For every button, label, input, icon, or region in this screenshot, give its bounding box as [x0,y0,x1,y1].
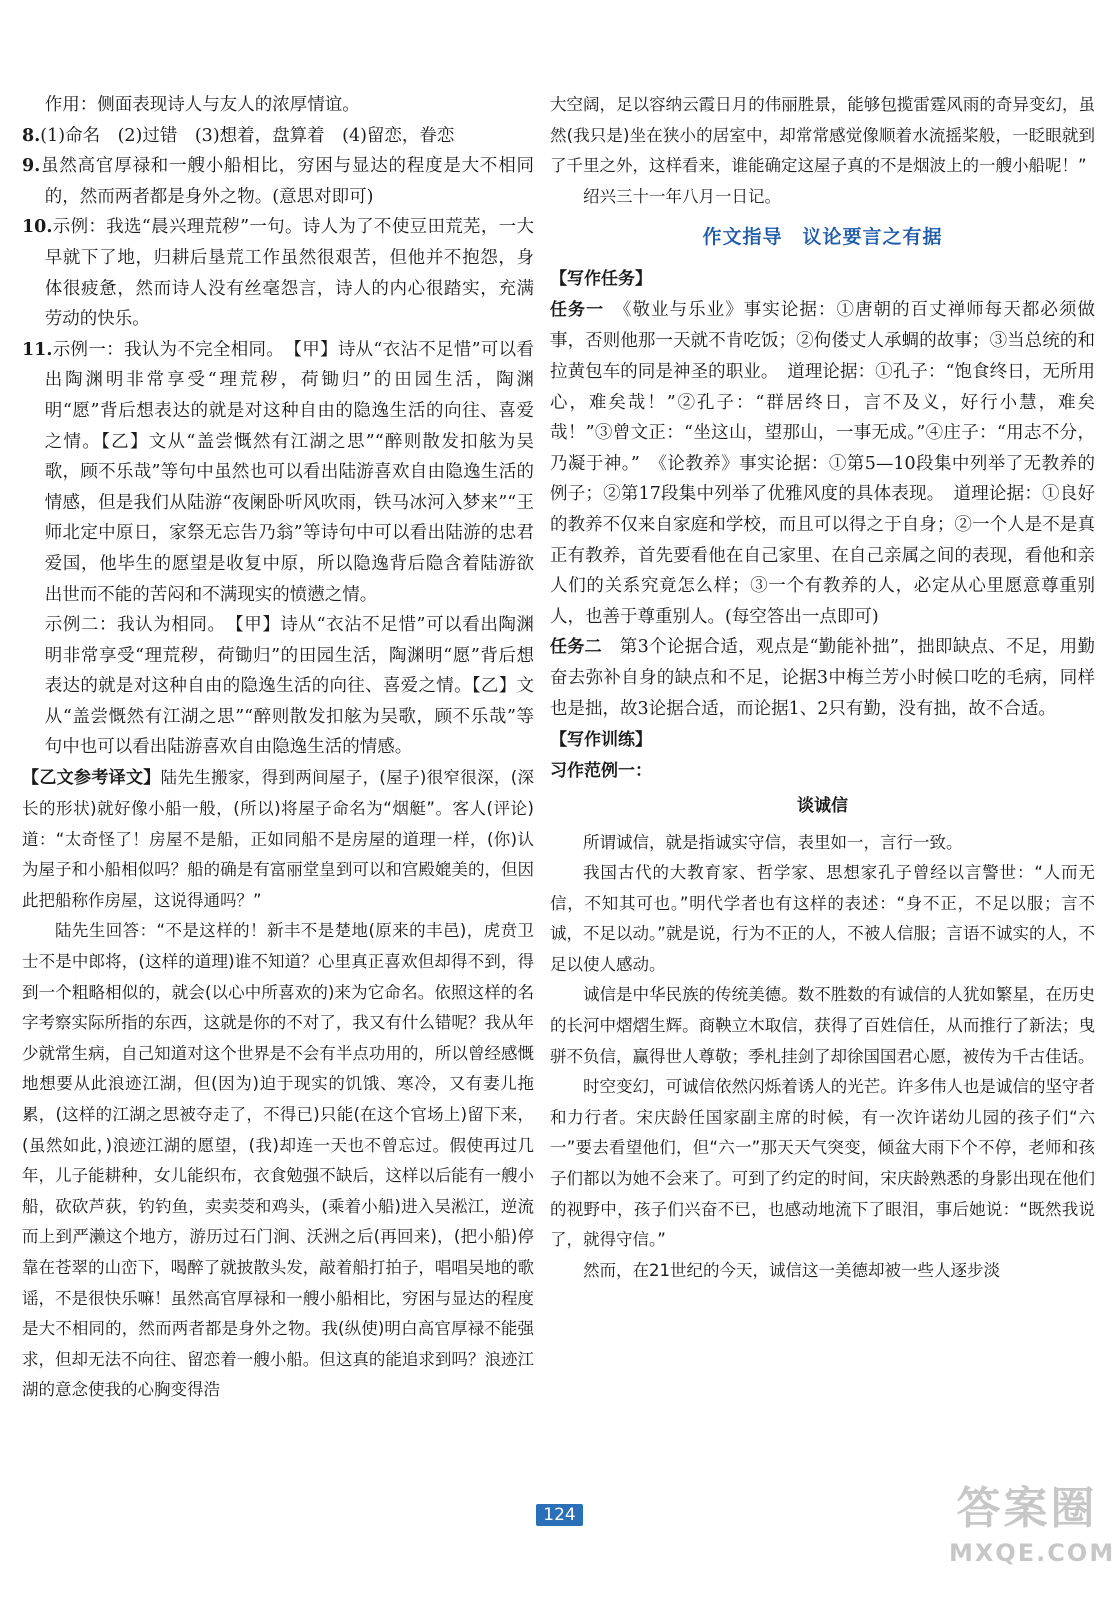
task-1-text: 《敬业与乐业》事实论据：①唐朝的百丈禅师每天都必须做事，否则他那一天就不肯吃饭；②佝偻丈人承蜩的故事；③当总统的和拉黄包车的同是神圣的职业。 道理论据：①孔子：“饱食终日，无所用心，难矣哉！”②孔子：“群居终日，言不及义，好行小慧，难矣哉！”③曾文正：“坐这山，望那山，一事无成。”④庄子：“用志不分，乃凝于神。” 《论教养》事实论据：①第5—10段集中列举了无教养的例子；②第17段集中列举了优雅风度的具体表现。 道理论据：①良好的教养不仅来自家庭和学校，而且可以得之于自身；②一个人是不是真正有教养，首先要看他在自己家里、在自己亲属之间的表现，看他和亲人们的关系究竟怎么样；③一个有教养的人，必定从心里愿意尊重别人，也善于尊重别人。(每空答出一点即可) [550,300,1096,627]
site-watermark [949,1482,1116,1592]
essay-paragraph: 所谓诚信，就是指诚实守信，表里如一，言行一致。 [583,832,963,852]
task-2-text: 第3个论据合适，观点是“勤能补拙”，拙即缺点、不足，用勤奋去弥补自身的缺点和不足，论据3中梅兰芳小时候口吃的毛病，同样也是拙，故3论据合适，而论据1、2只有勤，没有拙，故不合适。 [550,637,1096,719]
item-number: 9. [22,156,41,177]
translation-paragraph [22,763,534,916]
essay-paragraph: 诚信是中华民族的传统美德。数不胜数的有诚信的人犹如繁星，在历史的长河中熠熠生辉。商鞅立木取信，获得了百姓信任，从而推行了新法；曳骈不负信，赢得世人尊敬；季札挂剑了却徐国国君心愿，被传为千古佳话。 [550,985,1095,1066]
answer-9 [22,151,534,212]
writing-training-heading: 【写作训练】 [550,729,652,750]
translation-text: 陆先生搬家，得到两间屋子，(屋子)很窄很深，(深长的形状)就好像小船一般，(所以)将屋子命名为“烟艇”。客人(评论)道：“太奇怪了！房屋不是船，正如同船不是房屋的道理一样，(你)认为屋子和小船相似吗？船的确是有富丽堂皇到可以和宫殿媲美的，但因此把船称作房屋，这说得通吗？” [22,768,535,910]
page-number: 124 [536,1504,582,1526]
translation-label: 【乙文参考译文】 [22,768,161,789]
item-number: 8. [22,125,41,146]
task-2 [550,632,1095,724]
answer-text: (1)命名 (2)过错 (3)想着，盘算着 (4)留恋，眷恋 [40,125,455,146]
item-number: 11. [22,339,53,360]
sample-essay-heading: 习作范例一： [550,760,652,781]
task-2-label: 任务二 [550,637,602,658]
section-title: 作文指导 议论要言之有据 [702,226,943,249]
task-1-label: 任务一 [550,300,605,321]
essay-paragraph: 然而，在21世纪的今天，诚信这一美德却被一些人逐步淡 [583,1260,1000,1280]
answer-11-example-2: 示例二：我认为相同。 【甲】诗从“衣沾不足惜”可以看出陶渊明非常享受“理荒秽，荷锄归”的田园生活，陶渊明“愿”背后想表达的就是对这种自由的隐逸生活的向往、喜爱之情。【乙】文从“盖尝慨然有江湖之思”“醉则散发扣舷为吴歌，顾不乐哉”等句中也可以看出陆游喜欢自由隐逸生活的情感。 [44,615,534,758]
watermark-url: MXQE.COM [949,1539,1116,1567]
answer-11 [22,335,534,610]
answer-text: 示例一：我认为不完全相同。 【甲】诗从“衣沾不足惜”可以看出陶渊明非常享受“理荒秽，荷锄归”的田园生活，陶渊明“愿”背后想表达的就是对这种自由的隐逸生活的向往、喜爱之情。【乙】文从“盖尝慨然有江湖之思”“醉则散发扣舷为吴歌，顾不乐哉”等句中虽然也可以看出陆游喜欢自由隐逸生活的情感，但是我们从陆游“夜阑卧听风吹雨，铁马冰河入梦来”“王师北定中原日，家祭无忘告乃翁”等诗句中可以看出陆游的忠君爱国，他毕生的愿望是收复中原，所以隐逸背后隐含着陆游欲出世而不能的苦闷和不满现实的愤懑之情。 [44,339,534,605]
writing-task-heading: 【写作任务】 [550,269,652,290]
answer-text: 虽然高官厚禄和一艘小船相比，穷困与显达的程度是大不相同的，然而两者都是身外之物。(意思对即可) [40,156,534,207]
translation-date: 绍兴三十一年八月一日记。 [583,186,781,206]
left-column [22,90,534,1406]
right-column [550,90,1095,1286]
essay-paragraph: 我国古代的大教育家、哲学家、思想家孔子曾经以言警世：“人而无信，不知其可也。”明代学者也有这样的表述：“身不正，不足以服；言不诚，不足以动。”就是说，行为不正的人，不被人信服；言语不诚实的人，不足以使人感动。 [550,863,1095,974]
answer-text: 示例：我选“晨兴理荒秽”一句。诗人为了不使豆田荒芜，一大早就下了地，归耕后垦荒工作虽然很艰苦，但他并不抱怨，身体很疲惫，然而诗人没有丝毫怨言，诗人的内心很踏实，充满劳动的快乐。 [44,217,534,330]
translation-paragraph-2: 陆先生回答：“不是这样的！新丰不是楚地(原来的丰邑)，虎贲卫士不是中郎将，(这样的道理)谁不知道？心里真正喜欢但却得不到，得到一个粗略相似的，就会(以心中所喜欢的)来为它命名。依照这样的名字考察实际所指的东西，这就是你的不对了，我又有什么错呢？我从年少就常生病，自己知道对这个世界是不会有半点功用的，所以曾经感慨地想要从此浪迹江湖，但(因为)迫于现实的饥饿、寒冷，又有妻儿拖累，(这样的江湖之思被夺走了，不得已)只能(在这个官场上)留下来，(虽然如此，)浪迹江湖的愿望，(我)却连一天也不曾忘过。假使再过几年，儿子能耕种，女儿能织布，衣食勉强不缺后，这样以后能有一艘小船，砍砍芦荻，钓钓鱼，卖卖茭和鸡头，(乘着小船)进入吴淞江，逆流而上到严濑这个地方，游历过石门涧、沃洲之后(再回来)，(把小船)停靠在苍翠的山峦下，喝醉了就披散头发，敲着船打拍子，唱唱吴地的歌谣，不是很快乐嘛！虽然高官厚禄和一艘小船相比，穷困与显达的程度是大不相同的，然而两者都是身外之物。我(纵使)明白高官厚禄不能强求，但却无法不向往、留恋着一艘小船。但这真的能追求到吗？浪迹江湖的意念使我的心胸变得浩 [22,921,534,1400]
task-1 [550,295,1095,632]
answer-line: 作用：侧面表现诗人与友人的浓厚情谊。 [44,95,360,115]
essay-paragraph: 时空变幻，可诚信依然闪烁着诱人的光芒。许多伟人也是诚信的坚守者和力行者。宋庆龄任国家副主席的时候，有一次许诺幼儿园的孩子们“六一”要去看望他们，但“六一”那天天气突变，倾盆大雨下个不停，老师和孩子们都以为她不会来了。可到了约定的时间，宋庆龄熟悉的身影出现在他们的视野中，孩子们兴奋不已，也感动地流下了眼泪，事后她说：“既然我说了，就得守信。” [550,1077,1095,1250]
watermark-logo-text: 答案圈 [956,1483,1098,1534]
essay-title: 谈诚信 [797,795,848,816]
translation-continued: 大空阔，足以容纳云霞日月的伟丽胜景，能够包揽雷霆风雨的奇异变幻，虽然(我只是)坐在狭小的居室中，却常常感觉像顺着水流摇桨般，一眨眼就到了千里之外，这样看来，谁能确定这屋子真的不是烟波上的一艘小船呢！” [550,95,1095,176]
item-number: 10. [22,217,53,238]
answer-8 [22,121,534,152]
answer-10 [22,212,534,334]
